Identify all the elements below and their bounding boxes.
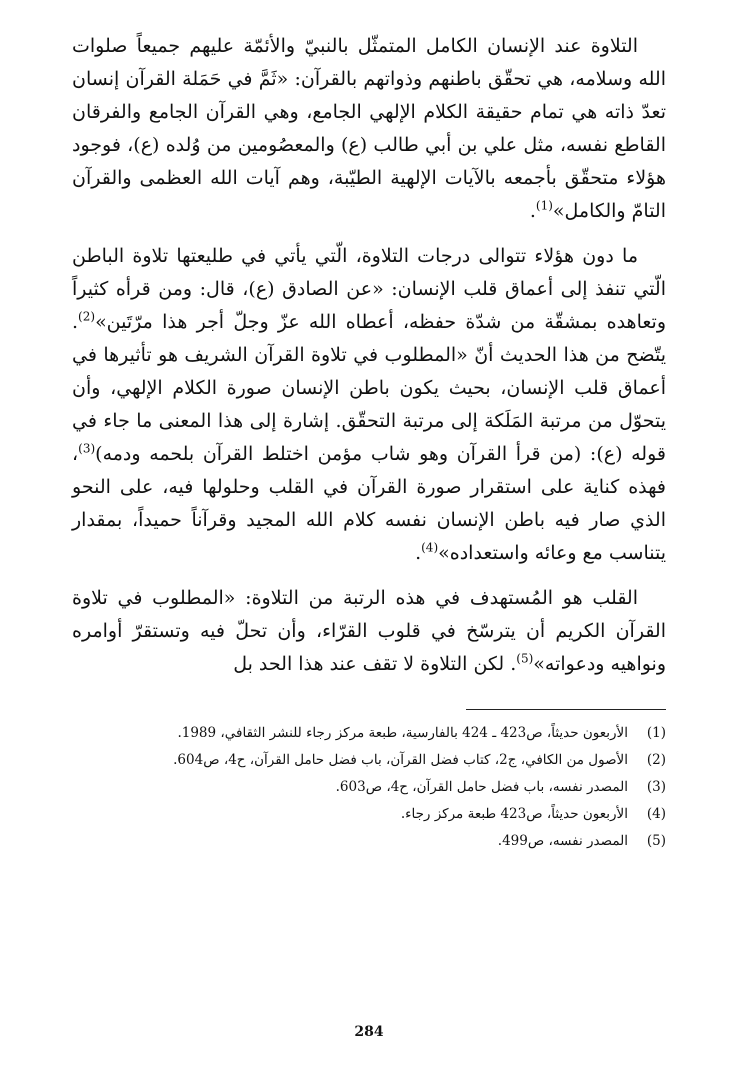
paragraph-1-tail: . (529, 200, 536, 222)
footnote-item (72, 828, 666, 855)
book-page (72, 30, 666, 1070)
footnote-ref-5: (5) (516, 651, 534, 666)
footnote-text: الأصول من الكافي، ج2، كتاب فضل القرآن، باب فضل حامل القرآن، ح4، ص604. (173, 752, 628, 768)
footnote-item (72, 747, 666, 774)
paragraph-2-tail-3: . (415, 542, 422, 564)
footnotes-list (72, 720, 666, 855)
paragraph-3 (72, 582, 666, 681)
paragraph-2 (72, 240, 666, 570)
footnote-item (72, 774, 666, 801)
footnote-number: (5) (646, 833, 666, 849)
footnote-number: (2) (646, 752, 666, 768)
paragraph-1 (72, 30, 666, 228)
footnote-number: (4) (646, 806, 666, 822)
paragraph-2-text: ما دون هؤلاء تتوالى درجات التلاوة، الّتي يأتي في طليعتها تلاوة الباطن الّتي تنفذ إلى أعماق قلب الإنسان: «عن الصادق (ع)، قال: ومن قرأه كثيراً وتعاهده بمشقّة من شدّة حفظه، أعطاه الله عزّ وجلّ أجر هذا مرّتَين» (72, 245, 666, 333)
paragraph-2-tail-2: ، فهذه كناية على استقرار صورة القرآن في القلب وحلولها فيه، على النحو الذي صار فيه باطن الإنسان نفسه كلام الله المجيد وقرآناً حميداً، بمقدار يتناسب مع وعائه واستعداده» (72, 443, 666, 564)
footnote-ref-4: (4) (421, 540, 439, 555)
page-number: 284 (354, 1024, 384, 1040)
footnote-ref-2: (2) (78, 309, 96, 324)
footnote-text: المصدر نفسه، ص499. (497, 833, 628, 849)
paragraph-1-text: التلاوة عند الإنسان الكامل المتمثّل بالنبيّ والأئمّة عليهم جميعاً صلوات الله وسلامه، هي تحقّق باطنهم وذواتهم بالقرآن: «ثَمَّ في حَمَلة القرآن إنسان تعدّ ذاته هي تمام حقيقة الكلام الإلهي الجامع، وهي القرآن الجامع والفرقان القاطع نفسه، مثل علي بن أبي طالب (ع) والمعصُومين من وُلده (ع)، فوجود هؤلاء متحقّق بأجمعه بالآيات الإلهية الطيّبة، وهم آيات الله العظمى والقرآن التامّ والكامل» (72, 35, 666, 222)
footnote-number: (3) (646, 779, 666, 795)
footnote-ref-1: (1) (535, 198, 553, 213)
footnote-text: المصدر نفسه، باب فضل حامل القرآن، ح4، ص603. (335, 779, 628, 795)
footnote-text: الأربعون حديثاً، ص423 طبعة مركز رجاء. (400, 806, 628, 822)
footnote-ref-3: (3) (78, 441, 96, 456)
footnote-separator (466, 709, 666, 710)
paragraph-2-tail: . يتّضح من هذا الحديث أنّ «المطلوب في تلاوة القرآن الشريف هو تأثيرها في أعماق قلب الإنسان، بحيث يكون باطن الإنسان صورة الكلام الإلهي، وأن يتحوّل من مرتبة المَلَكة إلى مرتبة التحقّق. إشارة إلى هذا المعنى ما جاء في قوله (ع): (من قرأ القرآن وهو شاب مؤمن اختلط القرآن بلحمه ودمه) (72, 311, 666, 465)
footnote-item (72, 720, 666, 747)
footnote-number: (1) (646, 725, 666, 741)
paragraph-3-text: القلب هو المُستهدف في هذه الرتبة من التلاوة: «المطلوب في تلاوة القرآن الكريم أن يترسّخ في قلوب القرّاء، وأن تحلّ فيه وتستقرّ أوامره ونواهيه ودعواته» (72, 587, 666, 675)
paragraph-3-tail: . لكن التلاوة لا تقف عند هذا الحد بل (233, 653, 517, 675)
footnote-item (72, 801, 666, 828)
footnote-text: الأربعون حديثاً، ص423 ـ 424 بالفارسية، طبعة مركز رجاء للنشر الثقافي، 1989. (177, 725, 628, 741)
